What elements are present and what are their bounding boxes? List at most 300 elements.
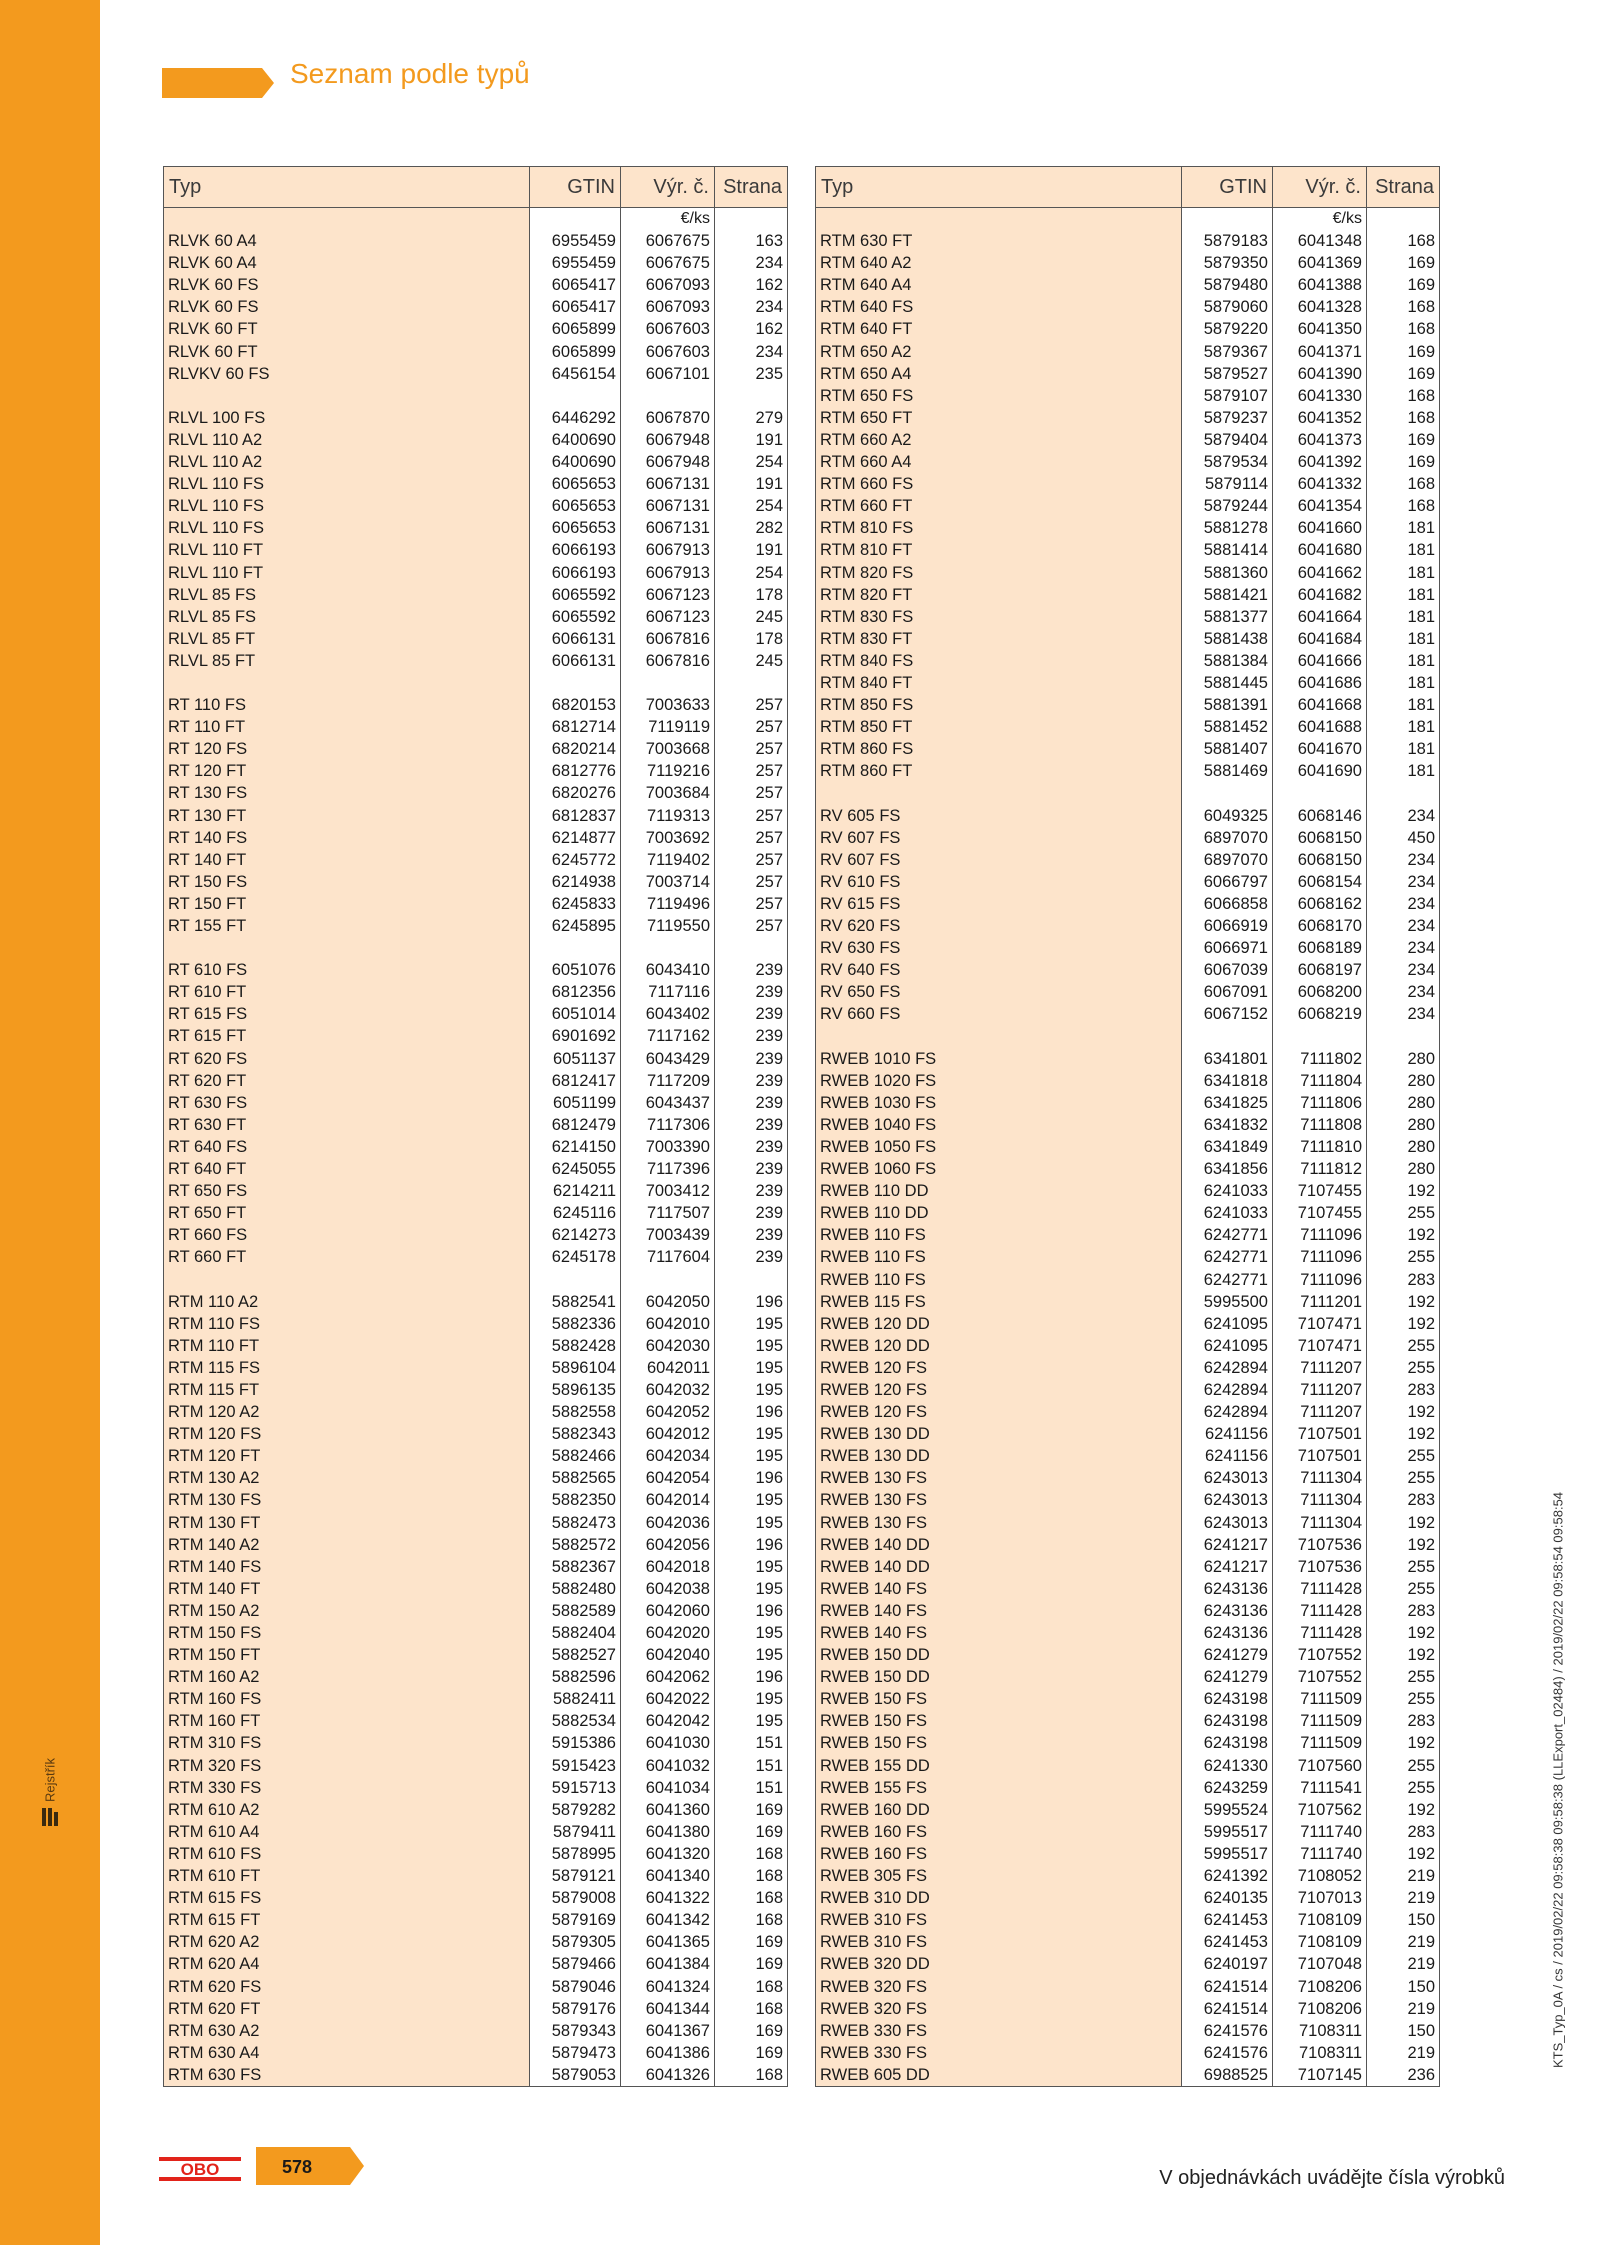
cell-gtin: 6341818: [1182, 1070, 1273, 1092]
table-row: [164, 1202, 788, 1224]
cell-typ: RTM 130 FT: [164, 1512, 530, 1534]
cell-vyr: 6041666: [1273, 650, 1367, 672]
table-row: [816, 1534, 1440, 1556]
cell-typ: RWEB 310 DD: [816, 1887, 1182, 1909]
table-row: [816, 1865, 1440, 1887]
cell-gtin: 6051076: [530, 959, 621, 981]
cell-strana: 257: [715, 893, 788, 915]
table-row: [164, 252, 788, 274]
cell-vyr: 6043410: [621, 959, 715, 981]
cell-vyr: 6041344: [621, 1998, 715, 2020]
cell-strana: 239: [715, 1224, 788, 1246]
table-row: [164, 1512, 788, 1534]
cell-vyr: 7003412: [621, 1180, 715, 1202]
cell-gtin: 5879305: [530, 1931, 621, 1953]
cell-typ: RT 620 FT: [164, 1070, 530, 1092]
cell-typ: RTM 615 FS: [164, 1887, 530, 1909]
cell-strana: 192: [1367, 1180, 1440, 1202]
table-row: [816, 1799, 1440, 1821]
table-row: [164, 937, 788, 959]
cell-typ: RT 660 FS: [164, 1224, 530, 1246]
cell-strana: 234: [715, 296, 788, 318]
cell-strana: 192: [1367, 1512, 1440, 1534]
cell-gtin: 6243013: [1182, 1489, 1273, 1511]
cell-gtin: 6241453: [1182, 1909, 1273, 1931]
cell-gtin: 5995517: [1182, 1843, 1273, 1865]
cell-gtin: 5881445: [1182, 672, 1273, 694]
cell-gtin: 6242771: [1182, 1246, 1273, 1268]
cell-strana: 239: [715, 1025, 788, 1047]
cell-gtin: 6051137: [530, 1048, 621, 1070]
cell-gtin: 6065417: [530, 296, 621, 318]
cell-typ: RV 607 FS: [816, 849, 1182, 871]
cell-vyr: 6041367: [621, 2020, 715, 2042]
cell-strana: 257: [715, 915, 788, 937]
cell-gtin: 5879343: [530, 2020, 621, 2042]
cell-gtin: 5882572: [530, 1534, 621, 1556]
table-row: [164, 1865, 788, 1887]
cell-vyr: 6041342: [621, 1909, 715, 1931]
cell-typ: RWEB 130 FS: [816, 1467, 1182, 1489]
cell-typ: RWEB 160 DD: [816, 1799, 1182, 1821]
cell-vyr: 7111812: [1273, 1158, 1367, 1180]
cell-gtin: 5881360: [1182, 562, 1273, 584]
table-row: [816, 937, 1440, 959]
cell-typ: RLVK 60 FS: [164, 274, 530, 296]
cell-gtin: 6066131: [530, 628, 621, 650]
cell-strana: 168: [715, 1998, 788, 2020]
cell-strana: 234: [1367, 959, 1440, 981]
cell-strana: 255: [1367, 1578, 1440, 1600]
cell-vyr: 6041668: [1273, 694, 1367, 716]
table-row: [816, 1335, 1440, 1357]
cell-vyr: 7107536: [1273, 1534, 1367, 1556]
cell-gtin: 6243198: [1182, 1732, 1273, 1754]
table-row: [816, 1953, 1440, 1975]
table-row: [164, 1644, 788, 1666]
cell-gtin: 6243013: [1182, 1512, 1273, 1534]
table-row: [164, 849, 788, 871]
cell-gtin: 6066858: [1182, 893, 1273, 915]
cell-strana: 195: [715, 1313, 788, 1335]
cell-strana: 283: [1367, 1821, 1440, 1843]
cell-vyr: 7111740: [1273, 1843, 1367, 1865]
cell-gtin: 5881452: [1182, 716, 1273, 738]
cell-typ: [816, 782, 1182, 804]
cell-gtin: 6243198: [1182, 1710, 1273, 1732]
cell-vyr: 7107455: [1273, 1180, 1367, 1202]
cell-gtin: 6820153: [530, 694, 621, 716]
cell-gtin: 6066971: [1182, 937, 1273, 959]
table-row: [816, 1048, 1440, 1070]
cell-typ: [164, 937, 530, 959]
table-row: [816, 562, 1440, 584]
cell-gtin: 5881469: [1182, 760, 1273, 782]
cell-strana: 162: [715, 318, 788, 340]
cell-strana: 181: [1367, 672, 1440, 694]
table-row: [164, 1953, 788, 1975]
cell-vyr: 6067816: [621, 650, 715, 672]
table-row: [164, 1489, 788, 1511]
cell-typ: RLVL 110 FT: [164, 562, 530, 584]
cell-vyr: 7108206: [1273, 1998, 1367, 2020]
cell-vyr: 7107145: [1273, 2064, 1367, 2087]
cell-typ: RT 130 FS: [164, 782, 530, 804]
cell-strana: 195: [715, 1688, 788, 1710]
cell-vyr: 6041690: [1273, 760, 1367, 782]
cell-typ: RLVL 85 FT: [164, 650, 530, 672]
cell-strana: 196: [715, 1534, 788, 1556]
unit-label: €/ks: [621, 208, 715, 231]
cell-vyr: 6041340: [621, 1865, 715, 1887]
table-row: [816, 385, 1440, 407]
cell-strana: 168: [715, 2064, 788, 2087]
cell-typ: RTM 810 FT: [816, 539, 1182, 561]
cell-gtin: 6242894: [1182, 1357, 1273, 1379]
table-row: [164, 650, 788, 672]
cell-gtin: 5878995: [530, 1843, 621, 1865]
cell-gtin: 6051014: [530, 1003, 621, 1025]
header-typ: Typ: [816, 167, 1182, 208]
table-row: [164, 429, 788, 451]
table-row: [816, 827, 1440, 849]
table-row: [816, 2064, 1440, 2087]
table-row: [164, 407, 788, 429]
cell-vyr: 6042040: [621, 1644, 715, 1666]
cell-typ: RWEB 120 FS: [816, 1379, 1182, 1401]
cell-gtin: 6241514: [1182, 1998, 1273, 2020]
cell-strana: 181: [1367, 606, 1440, 628]
table-row: [816, 1710, 1440, 1732]
cell-gtin: 6241453: [1182, 1931, 1273, 1953]
cell-strana: 257: [715, 760, 788, 782]
header-vyr: Výr. č.: [621, 167, 715, 208]
cell-vyr: 6068150: [1273, 827, 1367, 849]
cell-gtin: 6341801: [1182, 1048, 1273, 1070]
cell-vyr: 6042042: [621, 1710, 715, 1732]
cell-gtin: 6242894: [1182, 1379, 1273, 1401]
cell-typ: RV 615 FS: [816, 893, 1182, 915]
cell-typ: RWEB 605 DD: [816, 2064, 1182, 2087]
cell-typ: RT 140 FS: [164, 827, 530, 849]
cell-vyr: 6042038: [621, 1578, 715, 1600]
cell-strana: 280: [1367, 1048, 1440, 1070]
cell-vyr: 7119402: [621, 849, 715, 871]
cell-gtin: 6820276: [530, 782, 621, 804]
table-row: [164, 1423, 788, 1445]
table-row: [816, 274, 1440, 296]
cell-typ: RTM 110 FS: [164, 1313, 530, 1335]
cell-gtin: 6897070: [1182, 827, 1273, 849]
cell-typ: RLVK 60 FS: [164, 296, 530, 318]
cell-vyr: 7117507: [621, 1202, 715, 1224]
cell-vyr: 6041380: [621, 1821, 715, 1843]
type-list-left: [163, 166, 788, 2087]
table-row: [164, 341, 788, 363]
cell-strana: 239: [715, 1003, 788, 1025]
table-row: [816, 1158, 1440, 1180]
table-row: [816, 805, 1440, 827]
cell-typ: RTM 850 FS: [816, 694, 1182, 716]
cell-strana: 255: [1367, 1556, 1440, 1578]
cell-gtin: 6067091: [1182, 981, 1273, 1003]
cell-vyr: 7117604: [621, 1246, 715, 1268]
cell-strana: 257: [715, 694, 788, 716]
cell-strana: 239: [715, 1136, 788, 1158]
cell-gtin: 5882565: [530, 1467, 621, 1489]
cell-strana: [1367, 782, 1440, 804]
cell-strana: 219: [1367, 1998, 1440, 2020]
cell-typ: RWEB 320 DD: [816, 1953, 1182, 1975]
cell-strana: 181: [1367, 760, 1440, 782]
table-row: [816, 1070, 1440, 1092]
cell-vyr: 6041324: [621, 1976, 715, 1998]
cell-vyr: 6042032: [621, 1379, 715, 1401]
table-row: [816, 1313, 1440, 1335]
cell-gtin: 5879411: [530, 1821, 621, 1843]
cell-strana: 195: [715, 1556, 788, 1578]
cell-strana: 181: [1367, 650, 1440, 672]
cell-gtin: 6341825: [1182, 1092, 1273, 1114]
cell-typ: RTM 120 FT: [164, 1445, 530, 1467]
cell-typ: RTM 115 FS: [164, 1357, 530, 1379]
cell-gtin: 5881421: [1182, 584, 1273, 606]
cell-strana: 239: [715, 1202, 788, 1224]
cell-gtin: 5879282: [530, 1799, 621, 1821]
cell-gtin: 5915386: [530, 1732, 621, 1754]
cell-typ: RWEB 130 FS: [816, 1489, 1182, 1511]
table-row: [816, 893, 1440, 915]
cell-typ: RT 615 FT: [164, 1025, 530, 1047]
cell-typ: RWEB 120 DD: [816, 1313, 1182, 1335]
svg-text:OBO: OBO: [180, 2160, 220, 2179]
cell-vyr: 6041032: [621, 1755, 715, 1777]
cell-typ: RT 610 FT: [164, 981, 530, 1003]
cell-gtin: 5882534: [530, 1710, 621, 1732]
cell-vyr: 7108109: [1273, 1931, 1367, 1953]
cell-strana: 255: [1367, 1335, 1440, 1357]
table-row: [816, 1755, 1440, 1777]
cell-typ: RLVKV 60 FS: [164, 363, 530, 385]
cell-gtin: 6241514: [1182, 1976, 1273, 1998]
cell-gtin: 6812714: [530, 716, 621, 738]
cell-vyr: 6067913: [621, 562, 715, 584]
cell-vyr: 6041682: [1273, 584, 1367, 606]
cell-typ: RLVL 110 A2: [164, 429, 530, 451]
table-row: [816, 1379, 1440, 1401]
table-row: [164, 1136, 788, 1158]
cell-typ: RTM 140 FS: [164, 1556, 530, 1578]
cell-vyr: [621, 1269, 715, 1291]
cell-typ: RT 650 FS: [164, 1180, 530, 1202]
cell-gtin: 6240135: [1182, 1887, 1273, 1909]
cell-vyr: 7108311: [1273, 2020, 1367, 2042]
cell-gtin: 5881391: [1182, 694, 1273, 716]
table-row: [164, 1114, 788, 1136]
cell-strana: [715, 937, 788, 959]
table-row: [164, 473, 788, 495]
cell-gtin: 6400690: [530, 451, 621, 473]
table-row: [816, 1224, 1440, 1246]
cell-vyr: [621, 672, 715, 694]
cell-typ: RLVK 60 A4: [164, 230, 530, 252]
cell-strana: 192: [1367, 1313, 1440, 1335]
cell-vyr: 7111802: [1273, 1048, 1367, 1070]
cell-typ: [164, 1269, 530, 1291]
sidebar-strip: [0, 0, 100, 2245]
cell-gtin: 6812776: [530, 760, 621, 782]
cell-gtin: 6066797: [1182, 871, 1273, 893]
table-row: [164, 1048, 788, 1070]
cell-vyr: 6042060: [621, 1600, 715, 1622]
cell-vyr: 7111304: [1273, 1489, 1367, 1511]
table-row: [164, 1467, 788, 1489]
table-row: [164, 716, 788, 738]
cell-vyr: 6042054: [621, 1467, 715, 1489]
cell-strana: 255: [1367, 1467, 1440, 1489]
cell-typ: RWEB 320 FS: [816, 1998, 1182, 2020]
cell-strana: 181: [1367, 517, 1440, 539]
cell-strana: 280: [1367, 1114, 1440, 1136]
cell-strana: 239: [715, 1070, 788, 1092]
cell-gtin: 6400690: [530, 429, 621, 451]
cell-strana: 283: [1367, 1489, 1440, 1511]
cell-vyr: 6041684: [1273, 628, 1367, 650]
cell-vyr: 6042020: [621, 1622, 715, 1644]
cell-vyr: 7111541: [1273, 1777, 1367, 1799]
cell-vyr: 6041330: [1273, 385, 1367, 407]
table-row: [816, 1777, 1440, 1799]
cell-typ: RT 660 FT: [164, 1246, 530, 1268]
table-row: [816, 363, 1440, 385]
cell-typ: RT 120 FT: [164, 760, 530, 782]
table-row: [164, 1224, 788, 1246]
footer-note: V objednávkách uvádějte čísla výrobků: [1159, 2167, 1505, 2189]
cell-strana: 178: [715, 584, 788, 606]
cell-gtin: 6241095: [1182, 1313, 1273, 1335]
cell-gtin: 5881438: [1182, 628, 1273, 650]
table-row: [164, 1843, 788, 1865]
cell-vyr: [621, 385, 715, 407]
cell-strana: [1367, 1025, 1440, 1047]
cell-strana: 283: [1367, 1379, 1440, 1401]
cell-vyr: 7111304: [1273, 1467, 1367, 1489]
table-row: [816, 1025, 1440, 1047]
table-row: [164, 1092, 788, 1114]
page-number: 578: [282, 2157, 313, 2177]
cell-strana: 257: [715, 827, 788, 849]
cell-strana: 192: [1367, 1291, 1440, 1313]
cell-gtin: 6243136: [1182, 1578, 1273, 1600]
cell-gtin: 6051199: [530, 1092, 621, 1114]
cell-typ: RWEB 1040 FS: [816, 1114, 1182, 1136]
cell-strana: 181: [1367, 539, 1440, 561]
cell-strana: 168: [715, 1909, 788, 1931]
cell-typ: RTM 115 FT: [164, 1379, 530, 1401]
cell-typ: RTM 140 FT: [164, 1578, 530, 1600]
cell-strana: 219: [1367, 1887, 1440, 1909]
cell-vyr: 6041386: [621, 2042, 715, 2064]
table-row: [164, 760, 788, 782]
cell-vyr: 7108206: [1273, 1976, 1367, 1998]
cell-vyr: 6067131: [621, 517, 715, 539]
table-header-row: [164, 167, 788, 208]
cell-strana: 234: [1367, 915, 1440, 937]
cell-strana: 236: [1367, 2064, 1440, 2087]
cell-typ: RTM 610 FS: [164, 1843, 530, 1865]
cell-typ: RWEB 120 FS: [816, 1357, 1182, 1379]
cell-strana: 239: [715, 1246, 788, 1268]
cell-gtin: 5882558: [530, 1401, 621, 1423]
table-row: [164, 1976, 788, 1998]
table-row: [164, 959, 788, 981]
table-row: [164, 1025, 788, 1047]
cell-typ: RTM 660 FT: [816, 495, 1182, 517]
cell-typ: RWEB 155 FS: [816, 1777, 1182, 1799]
table-row: [816, 1401, 1440, 1423]
cell-gtin: 6241392: [1182, 1865, 1273, 1887]
table-row: [816, 1644, 1440, 1666]
cell-strana: 168: [715, 1976, 788, 1998]
cell-vyr: 7111428: [1273, 1600, 1367, 1622]
cell-vyr: 6068189: [1273, 937, 1367, 959]
cell-vyr: 7111428: [1273, 1622, 1367, 1644]
cell-vyr: 7107048: [1273, 1953, 1367, 1975]
table-row: [816, 760, 1440, 782]
cell-vyr: 7111509: [1273, 1688, 1367, 1710]
cell-typ: RWEB 160 FS: [816, 1821, 1182, 1843]
cell-strana: 282: [715, 517, 788, 539]
cell-strana: 150: [1367, 1909, 1440, 1931]
cell-gtin: 6241033: [1182, 1180, 1273, 1202]
cell-gtin: 6245833: [530, 893, 621, 915]
cell-vyr: 6043437: [621, 1092, 715, 1114]
cell-typ: RLVL 110 A2: [164, 451, 530, 473]
cell-gtin: 5879008: [530, 1887, 621, 1909]
cell-typ: RLVK 60 FT: [164, 341, 530, 363]
cell-gtin: 5879169: [530, 1909, 621, 1931]
unit-label: €/ks: [1273, 208, 1367, 231]
cell-typ: RWEB 150 FS: [816, 1732, 1182, 1754]
cell-strana: 255: [1367, 1445, 1440, 1467]
cell-gtin: 5882480: [530, 1578, 621, 1600]
cell-vyr: 7117209: [621, 1070, 715, 1092]
table-row: [164, 1335, 788, 1357]
cell-strana: 191: [715, 539, 788, 561]
cell-typ: RTM 630 FT: [816, 230, 1182, 252]
cell-vyr: 7107536: [1273, 1556, 1367, 1578]
cell-typ: [164, 385, 530, 407]
cell-strana: 234: [1367, 937, 1440, 959]
cell-vyr: 7107013: [1273, 1887, 1367, 1909]
cell-vyr: [1273, 782, 1367, 804]
cell-gtin: 6241217: [1182, 1556, 1273, 1578]
cell-strana: 239: [715, 1092, 788, 1114]
cell-typ: RV 660 FS: [816, 1003, 1182, 1025]
cell-gtin: 5881377: [1182, 606, 1273, 628]
cell-vyr: 6041369: [1273, 252, 1367, 274]
cell-typ: RWEB 155 DD: [816, 1755, 1182, 1777]
cell-vyr: 7119119: [621, 716, 715, 738]
cell-typ: RTM 640 FS: [816, 296, 1182, 318]
cell-strana: 192: [1367, 1732, 1440, 1754]
table-row: [164, 1821, 788, 1843]
cell-gtin: 6245772: [530, 849, 621, 871]
cell-gtin: 5879046: [530, 1976, 621, 1998]
cell-typ: RV 607 FS: [816, 827, 1182, 849]
cell-typ: RWEB 140 DD: [816, 1556, 1182, 1578]
table-row: [816, 1136, 1440, 1158]
